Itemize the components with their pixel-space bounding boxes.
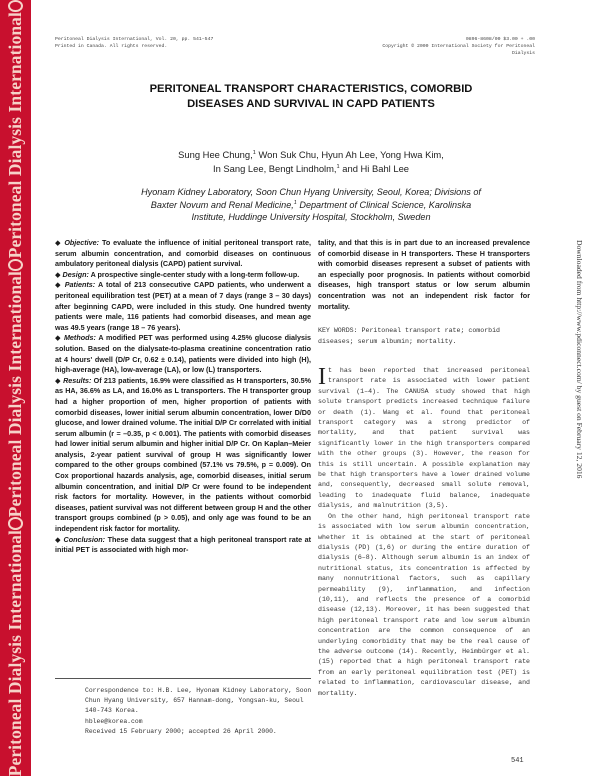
banner-title: Peritoneal Dialysis International (5, 529, 25, 776)
banner-title: Peritoneal Dialysis International (5, 12, 25, 259)
correspondence-footnote: Correspondence to: H.B. Lee, Hyonam Kidney Laboratory, Soon Chun Hyang University, 657 Hannam-dong, Yongsan-ku, Seoul 140-743 Korea. hblee@korea.com Received 15 February 2000; accepted 26 April 2000. (85, 686, 315, 737)
download-notice: Downloaded from http://www.pdiconnect.com/ by guest on February 12, 2016 (575, 240, 584, 479)
abstract-patients: ◆ Patients: A total of 213 consecutive CAPD patients, who underwent a peritoneal equilibration test (PET) at a mean of 7 days (range 3 – 30 days) after beginning CAPD, were included in this study. One hundred twenty patients were male, 116 patients had comorbid diseases, and mean age was 49.5 years (range 18 – 76 years). (55, 280, 312, 332)
introduction-text (318, 366, 530, 699)
abstract-design: ◆ Design: A prospective single-center study with a long-term follow-up. (55, 269, 300, 279)
journal-citation: Peritoneal Dialysis International, Vol. 20, pp. 541–547 Printed in Canada. All rights reserved. (55, 37, 214, 49)
correspondence-email: hblee@korea.com (85, 717, 143, 725)
journal-logo-icon (8, 517, 23, 529)
article-title: PERITONEAL TRANSPORT CHARACTERISTICS, COMORBID DISEASES AND SURVIVAL IN CAPD PATIENTS (149, 83, 473, 110)
copyright-notice: 0896-8608/00 $3.00 + .00 Copyright © 2000 International Society for Peritoneal Dialysis (382, 37, 535, 56)
body-paragraph: It has been reported that increased peritoneal transport rate is associated with lower patient survival (1–4). The CANUSA study showed that high solute transport predicts increased technique failure or death (1). Wang et al. found that peritoneal transport category was a strong predictor of mortality, and that patient survival was significantly lower in the high transporters compared with the other groups (3). However, the reason for this is still uncertain. A possible explanation may be that high transporters have a lower drained volume and, consequently, decreased small solute removal, leading to inadequate fluid balance, inadequate dialysis, and malnutrition (3,5). (318, 364, 530, 510)
drop-cap: I (318, 364, 326, 390)
affiliations: Hyonam Kidney Laboratory, Soon Chun Hyang University, Seoul, Korea; Divisions of Baxter Novum and Renal Medicine,$^1$ Department of Clinical Science, Karolinska Institute, Huddinge University Hospital, Stockholm, Sweden (141, 187, 481, 223)
page-number: 541 (511, 757, 524, 765)
journal-logo-icon (8, 0, 23, 12)
journal-logo-icon (8, 259, 23, 271)
abstract-objective: ◆ Objective: To evaluate the influence of initial peritoneal transport rate, serum albumin concentration, and comorbid diseases on continuous ambulatory peritoneal dialysis (CAPD) patient survival. (55, 238, 312, 269)
abstract-conclusion: ◆ Conclusion: These data suggest that a high peritoneal transport rate at initial PET is associated with high mor- (55, 534, 312, 555)
author-list: Sung Hee Chung,$^1$ Won Suk Chu, Hyun Ah Lee, Yong Hwa Kim, In Sang Lee, Bengt Lindholm,$^1$ and Hi Bahl Lee (178, 149, 444, 174)
abstract-results: ◆ Results: Of 213 patients, 16.9% were classified as H transporters, 30.5% as HA, 36.6% as LA, and 16.0% as L transporters. The H transporter group had a higher proportion of men, higher proportion of patients with comorbid diseases, lower initial serum albumin concentration, lower D/D0 glucose, and lower drained volume. The initial D/P Cr correlated with initial serum albumin (r = –0.35, p < 0.001). The patients with comorbid diseases had lower initial serum albumin and higher initial D/P Cr. On Kaplan–Meier analysis, 2-year patient survival of group H was significantly lower compared to the other groups combined (57.1% vs 79.5%, p = 0.009). On Cox proportional hazards analysis, age, comorbid diseases, initial serum albumin concentration, and initial D/P Cr were found to be independent risk factors for mortality. However, in the patients without comorbid diseases, patient survival was not different between group H and the other transport groups combined (p > 0.05), and only age was found to be an independent risk factor for mortality. (55, 375, 311, 534)
journal-banner (0, 0, 31, 776)
body-paragraph: On the other hand, high peritoneal transport rate is associated with low serum albumin concentration, whether it is obtained at the start of peritoneal dialysis (PD) (1,6) or during the entire duration of dialysis (6–8). Although serum albumin is an index of nutritional status, its concentration is affected by many nonnutritional factors, such as capillary permeability (9), inflammation, and infection (10,11), and reflects the presence of a comorbid disease (12,13). Moreover, it has been suggested that high peritoneal transport rate and low serum albumin concentration are the common consequence of an underlying comorbidity that may be the real cause of the adverse outcome (14). Recently, Heimbürger et al. (15) reported that a high peritoneal transport rate from an early peritoneal equilibration test (PET) is related to inflammation, cardiovascular disease, and mortality. (318, 512, 530, 697)
abstract-methods: ◆ Methods: A modified PET was performed using 4.25% glucose dialysis solution. Based on the dialysate-to-plasma creatinine concentration ratio at 4 hours' dwell (D/P Cr, 0.62 ± 0.14), patients were divided into high (H), high-average (HA), low-average (LA), or low (L) transporters. (55, 333, 311, 375)
footnote-divider (55, 678, 311, 679)
abstract (55, 238, 311, 556)
keywords: KEY WORDS: Peritoneal transport rate; comorbid diseases; serum albumin; mortality. (318, 327, 501, 345)
banner-title: Peritoneal Dialysis International (5, 271, 25, 518)
abstract-continuation: tality, and that this is in part due to an increased prevalence of comorbid disease in H transporters. These H transporters with comorbid diseases represent a subset of patients with an especially poor prognosis. In patients without comorbid diseases, high transport status or low serum albumin concentration was not an independent risk factor for mortality. (318, 238, 530, 311)
